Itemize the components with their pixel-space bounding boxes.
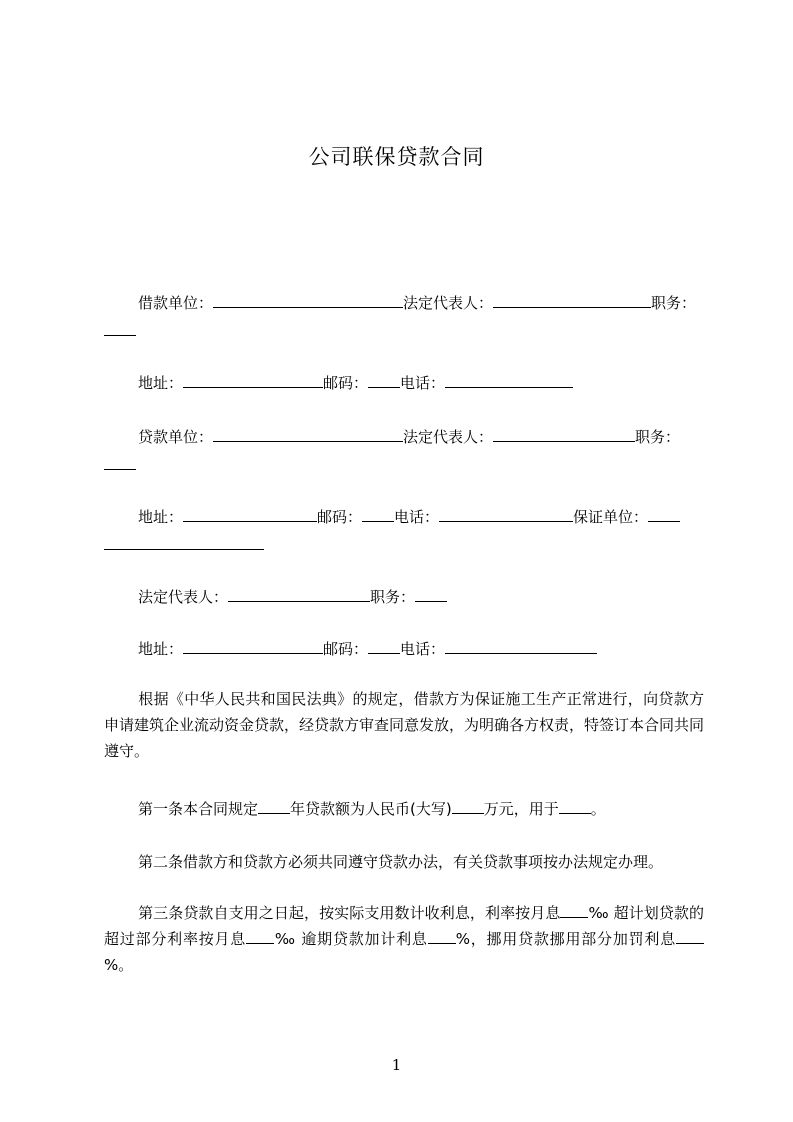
page-number: 1 bbox=[391, 1056, 402, 1074]
article-1-text-c: 万元，用于 bbox=[483, 800, 559, 818]
lender-position-label: 职务： bbox=[635, 428, 681, 446]
guarantor-address-line bbox=[138, 638, 738, 659]
lender-unit-field[interactable] bbox=[213, 426, 403, 442]
borrower-legal-rep-label: 法定代表人： bbox=[403, 294, 494, 312]
borrower-position-field[interactable] bbox=[104, 320, 136, 336]
article-1 bbox=[138, 798, 738, 819]
document-title: 公司联保贷款合同 bbox=[308, 145, 485, 169]
guarantor-unit-label: 保证单位： bbox=[573, 508, 649, 526]
borrower-position-line bbox=[104, 320, 704, 341]
guarantor-unit-line bbox=[104, 534, 704, 555]
lender-position-field[interactable] bbox=[104, 454, 136, 470]
lender-unit-label: 贷款单位： bbox=[138, 428, 214, 446]
article-1-text-a: 第一条本合同规定 bbox=[138, 800, 259, 818]
lender-line bbox=[138, 426, 738, 447]
article-1-purpose-field[interactable] bbox=[559, 798, 591, 814]
article-2: 第二条借款方和贷款方必须共同遵守贷款办法，有关贷款事项按办法规定办理。 bbox=[138, 853, 664, 871]
article-1-year-field[interactable] bbox=[258, 798, 290, 814]
borrower-phone-field[interactable] bbox=[445, 372, 573, 388]
borrower-phone-label: 电话： bbox=[400, 374, 446, 392]
article-3-text-b: ‰ 超计划贷款的超过部分利率按月息 bbox=[104, 904, 704, 948]
guarantor-unit-field-start[interactable] bbox=[648, 506, 680, 522]
borrower-unit-field[interactable] bbox=[213, 292, 403, 308]
lender-legal-rep-field[interactable] bbox=[493, 426, 635, 442]
guarantor-zip-field[interactable] bbox=[368, 638, 400, 654]
article-1-text-d: 。 bbox=[590, 800, 606, 818]
borrower-address-field[interactable] bbox=[183, 372, 323, 388]
borrower-address-line bbox=[138, 372, 738, 393]
borrower-address-label: 地址： bbox=[138, 374, 184, 392]
lender-zip-field[interactable] bbox=[362, 506, 394, 522]
borrower-zip-field[interactable] bbox=[368, 372, 400, 388]
borrower-line bbox=[138, 292, 738, 313]
borrower-position-label: 职务： bbox=[651, 294, 697, 312]
guarantor-address-field[interactable] bbox=[183, 638, 323, 654]
guarantor-legal-rep-label: 法定代表人： bbox=[138, 588, 229, 606]
article-3-excess-rate-field[interactable] bbox=[246, 928, 274, 944]
lender-address-field[interactable] bbox=[183, 506, 317, 522]
lender-address-line bbox=[138, 506, 738, 527]
borrower-legal-rep-field[interactable] bbox=[493, 292, 651, 308]
guarantor-address-label: 地址： bbox=[138, 640, 184, 658]
guarantor-position-label: 职务： bbox=[370, 588, 416, 606]
guarantor-legal-rep-field[interactable] bbox=[228, 586, 370, 602]
borrower-unit-label: 借款单位： bbox=[138, 294, 214, 312]
guarantor-position-field[interactable] bbox=[415, 586, 447, 602]
guarantor-phone-field[interactable] bbox=[445, 638, 597, 654]
article-3-overdue-rate-field[interactable] bbox=[428, 928, 456, 944]
guarantor-line bbox=[138, 586, 738, 607]
lender-phone-field[interactable] bbox=[439, 506, 573, 522]
article-3-text-d: %，挪用贷款挪用部分加罚利息 bbox=[455, 930, 676, 948]
preamble-paragraph bbox=[104, 686, 704, 764]
article-3-text-a: 第三条贷款自支用之日起，按实际支用数计收利息，利率按月息 bbox=[138, 904, 561, 922]
lender-position-line bbox=[104, 454, 704, 475]
lender-phone-label: 电话： bbox=[394, 508, 440, 526]
preamble-text: 根据《中华人民共和国民法典》的规定，借款方为保证施工生产正常进行，向贷款方申请建筑企业流动资金贷款，经贷款方审查同意发放，为明确各方权责，特签订本合同共同遵守。 bbox=[104, 690, 705, 760]
article-1-amount-field[interactable] bbox=[452, 798, 484, 814]
guarantor-unit-field[interactable] bbox=[104, 534, 264, 550]
article-3 bbox=[104, 900, 704, 978]
article-1-text-b: 年贷款额为人民币(大写) bbox=[290, 800, 452, 818]
lender-legal-rep-label: 法定代表人： bbox=[403, 428, 494, 446]
guarantor-phone-label: 电话： bbox=[400, 640, 446, 658]
lender-zip-label: 邮码： bbox=[317, 508, 363, 526]
article-3-text-e: %。 bbox=[104, 956, 134, 974]
borrower-zip-label: 邮码： bbox=[323, 374, 369, 392]
article-3-penalty-rate-field[interactable] bbox=[676, 928, 704, 944]
article-3-rate-field[interactable] bbox=[560, 902, 588, 918]
article-3-text-c: ‰ 逾期贷款加计利息 bbox=[274, 930, 428, 948]
lender-address-label: 地址： bbox=[138, 508, 184, 526]
guarantor-zip-label: 邮码： bbox=[323, 640, 369, 658]
